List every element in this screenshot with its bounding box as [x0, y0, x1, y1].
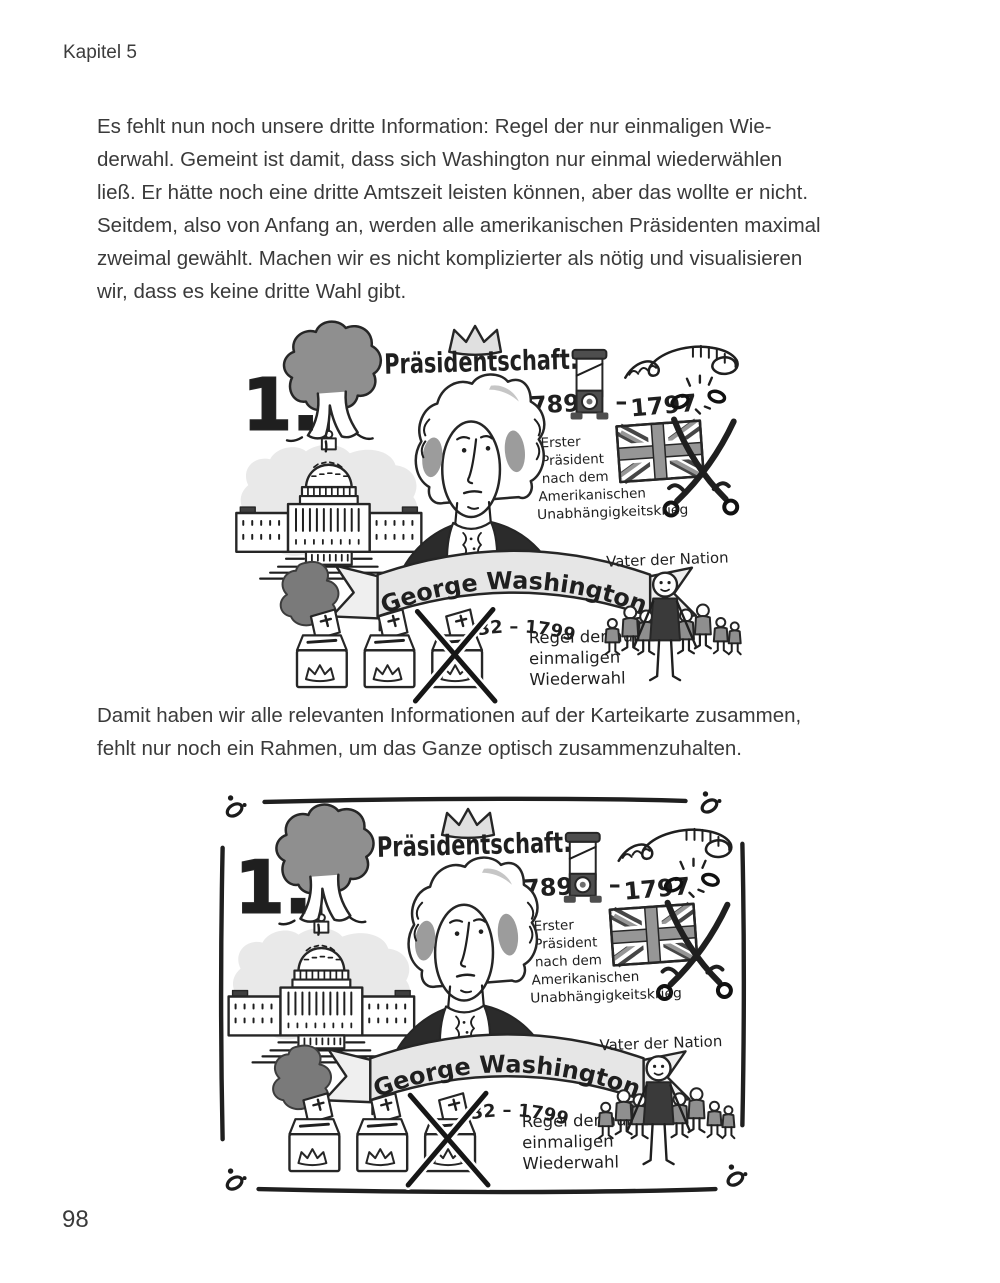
paragraph-line: Seitdem, also von Anfang an, werden alle amerikanischen Präsidenten maximal — [97, 214, 821, 237]
sketchnote-illustration — [230, 320, 748, 709]
paragraph-line: fehlt nur noch ein Rahmen, um das Ganze optisch zusammenzuhalten. — [97, 737, 742, 760]
paragraph-line: Damit haben wir alle relevanten Informationen auf der Karteikarte zusammen, — [97, 704, 802, 727]
body-paragraph-2 — [97, 699, 801, 765]
body-paragraph-1 — [97, 110, 821, 308]
page-number: 98 — [62, 1206, 89, 1233]
paragraph-line: wir, dass es keine dritte Wahl gibt. — [97, 280, 407, 303]
paragraph-line: Es fehlt nun noch unsere dritte Information: Regel der nur einmaligen Wie- — [97, 115, 772, 138]
chapter-label: Kapitel 5 — [63, 42, 137, 63]
framed-sketchnote-illustration — [198, 786, 766, 1210]
paragraph-line: derwahl. Gemeint ist damit, dass sich Washington nur einmal wiederwählen — [97, 148, 783, 171]
paragraph-line: zweimal gewählt. Machen wir es nicht komplizierter als nötig und visualisieren — [97, 247, 803, 270]
paragraph-line: ließ. Er hätte noch eine dritte Amtszeit leisten können, aber das wollte er nicht. — [97, 181, 809, 204]
